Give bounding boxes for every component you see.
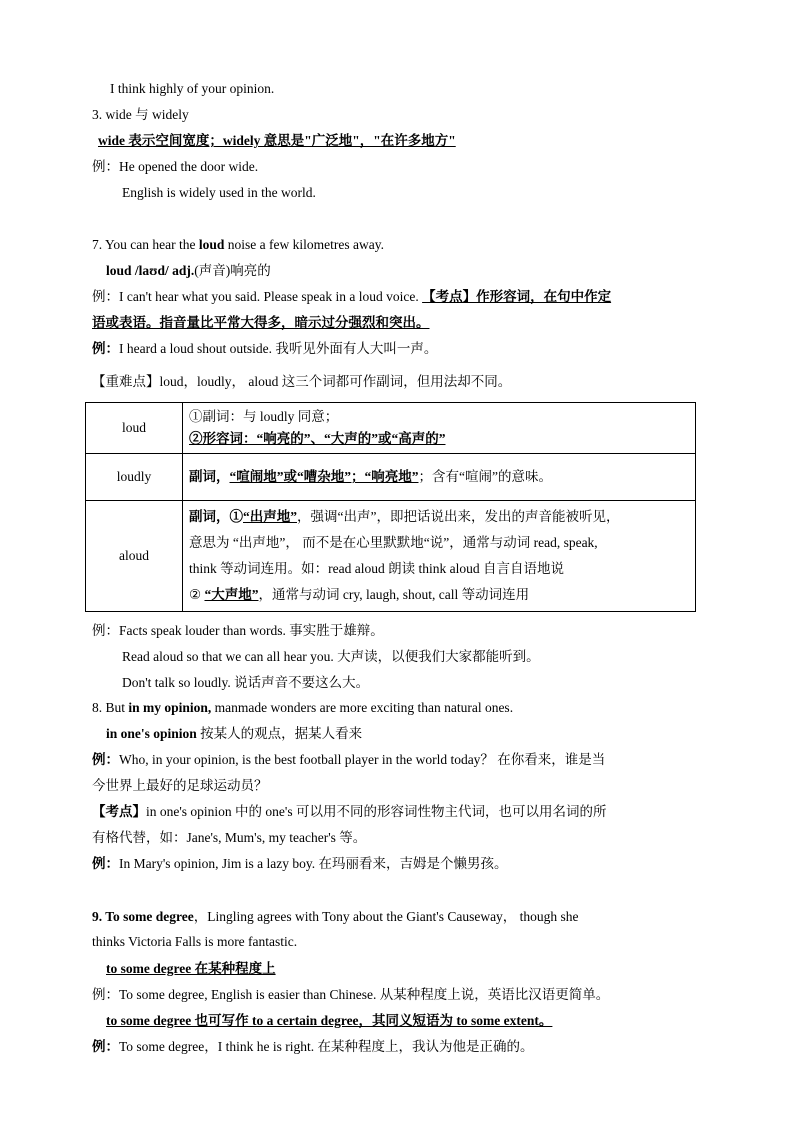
example-line: 例：He opened the door wide. — [92, 159, 259, 174]
phrase-line: in one's opinion 按某人的观点，据某人看来 — [106, 726, 363, 741]
example-line: 例：To some degree，I think he is right. 在某种程度上，我认为他是正确的。 — [92, 1039, 534, 1054]
example-line: Read aloud so that we can all hear you. 大声读，以便我们大家都能听到。 — [122, 649, 540, 664]
example-line: 例：Facts speak louder than words. 事实胜于雄辩。 — [92, 623, 384, 638]
example-line: 今世界上最好的足球运动员？ — [92, 778, 268, 793]
section-heading: 8. But in my opinion, manmade wonders are more exciting than natural ones. — [92, 700, 514, 715]
table-usage-cell: 副词，①“出声地”，强调“出声”，即把话说出来，发出的声音能被听见， 意思为 “出声地”， 而不是在心里默默地“说”，通常与动词 read, speak, think 等动词连用。如：read aloud 朗读 think aloud 自言自语地说 ② “大声地”，通常与动词 cry, laugh, shout, call 等动词连用 — [183, 501, 696, 612]
phonetic-line: loud /laʊd/ adj.(声音)响亮的 — [106, 263, 271, 278]
example-line: 例：In Mary's opinion, Jim is a lazy boy. 在玛丽看来，吉姆是个懒男孩。 — [92, 856, 508, 871]
table-row — [86, 501, 696, 612]
key-point: 语或表语。指音量比平常大得多，暗示过分强烈和突出。 — [92, 315, 430, 330]
table-row — [86, 454, 696, 501]
table-usage-cell: 副词，“喧闹地”或“嘈杂地”；“响亮地”；含有“喧闹”的意味。 — [183, 454, 696, 501]
comparison-table — [85, 402, 696, 612]
example-line: 例：I heard a loud shout outside. 我听见外面有人大叫一声。 — [92, 341, 438, 356]
key-point: wide 表示空间宽度；widely 意思是"广泛地"，"在许多地方" — [98, 133, 456, 148]
example-line: 例：To some degree, English is easier than Chinese. 从某种程度上说，英语比汉语更简单。 — [92, 987, 610, 1002]
table-word-cell: loudly — [86, 454, 183, 501]
section-heading: 3. wide 与 widely — [92, 107, 189, 122]
key-point: to some degree 也可写作 to a certain degree，其同义短语为 to some extent。 — [106, 1013, 553, 1028]
key-point: 【考点】in one's opinion 中的 one's 可以用不同的形容词性物主代词，也可以用名词的所 — [92, 804, 607, 819]
key-point: 有格代替，如：Jane's, Mum's, my teacher's 等。 — [92, 830, 367, 845]
text-line: thinks Victoria Falls is more fantastic. — [92, 934, 298, 949]
section-heading: 9. To some degree，Lingling agrees with Tony about the Giant's Causeway， though she — [92, 909, 579, 924]
table-usage-cell: ①副词：与 loudly 同意； ②形容词：“响亮的”、“大声的”或“高声的” — [183, 403, 696, 454]
table-word-cell: loud — [86, 403, 183, 454]
difficulty-heading: 【重难点】loud，loudly， aloud 这三个词都可作副词，但用法却不同。 — [92, 374, 512, 389]
table-row — [86, 403, 696, 454]
text-line: I think highly of your opinion. — [110, 81, 275, 96]
example-line: 例：Who, in your opinion, is the best football player in the world today？ 在你看来，谁是当 — [92, 752, 606, 767]
table-word-cell: aloud — [86, 501, 183, 612]
section-heading: 7. You can hear the loud noise a few kilometres away. — [92, 237, 384, 252]
example-line: English is widely used in the world. — [122, 185, 316, 200]
example-line: Don't talk so loudly. 说话声音不要这么大。 — [122, 675, 370, 690]
example-line: 例：I can't hear what you said. Please speak in a loud voice. 【考点】作形容词，在句中作定 — [92, 289, 612, 304]
phrase-line: to some degree 在某种程度上 — [106, 961, 276, 976]
